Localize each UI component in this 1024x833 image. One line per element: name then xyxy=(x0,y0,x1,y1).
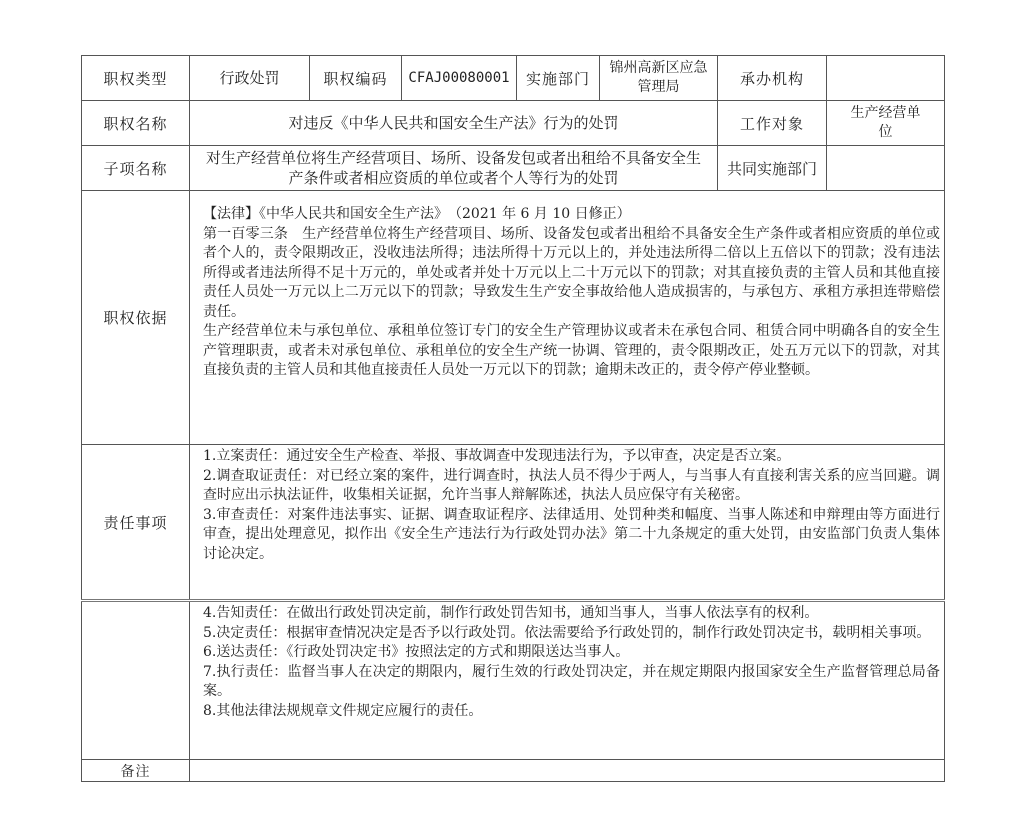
responsibility-item: 6.送达责任：《行政处罚决定书》按照法定的方式和期限送达当事人。 xyxy=(203,644,630,660)
code-label: 职权编码 xyxy=(310,56,402,101)
basis-label: 职权依据 xyxy=(82,191,190,445)
agency-value xyxy=(827,56,945,101)
joint-value xyxy=(827,146,945,191)
dept-label: 实施部门 xyxy=(517,56,600,101)
law-line: 【法律】《中华人民共和国安全生产法》 （2021 年 6 月 10 日修正） xyxy=(203,206,631,222)
joint-label: 共同实施部门 xyxy=(718,146,827,191)
name-value: 对违反《中华人民共和国安全生产法》行为的处罚 xyxy=(190,101,718,146)
authority-table xyxy=(81,55,945,782)
subitem-value: 对生产经营单位将生产经营项目、场所、设备发包或者出租给不具备安全生产条件或者相应资质的单位或者个人等行为的处罚 xyxy=(190,146,718,191)
dept-value: 锦州高新区应急管理局 xyxy=(600,56,718,101)
basis-paragraph-1: 第一百零三条 生产经营单位将生产经营项目、场所、设备发包或者出租给不具备安全生产条件或者相应资质的单位或者个人的，责令限期改正，没收违法所得；违法所得十万元以上的，并处违法所得二倍以上五倍以下的罚款；没有违法所得或者违法所得不足十万元的，单处或者并处十万元以上二十万元以下的罚款；对其直接负责的主管人员和其他直接责任人员处一万元以上二万元以下的罚款；导致发生生产安全事故给他人造成损害的，与承包方、承租方承担连带赔偿责任。 xyxy=(203,225,940,320)
type-label: 职权类型 xyxy=(82,56,190,101)
responsibility-item: 8.其他法律法规规章文件规定应履行的责任。 xyxy=(203,702,483,719)
code-value: CFAJ00080001 xyxy=(402,56,517,101)
header-row xyxy=(82,56,945,101)
responsibility-content-2 xyxy=(190,601,945,760)
responsibility-item: 4.告知责任：在做出行政处罚决定前，制作行政处罚告知书，通知当事人，当事人依法享有的权利。 xyxy=(203,605,819,621)
responsibility-item: 3.审查责任：对案件违法事实、证据、调查取证程序、法律适用、处罚种类和幅度、当事人陈述和申辩理由等方面进行审查，提出处理意见，拟作出《安全生产违法行为行政处罚办法》第二十九条规定的重大处罚，由安监部门负责人集体讨论决定。 xyxy=(203,506,940,562)
basis-row xyxy=(82,191,945,445)
responsibility-item: 1.立案责任：通过安全生产检查、举报、事故调查中发现违法行为，予以审查，决定是否立案。 xyxy=(203,448,791,464)
authority-sheet xyxy=(81,55,944,782)
name-label: 职权名称 xyxy=(82,101,190,146)
responsibility-item: 7.执行责任：监督当事人在决定的期限内，履行生效的行政处罚决定，并在规定期限内报国家安全生产监督管理总局备案。 xyxy=(203,663,940,699)
responsibility-content-1 xyxy=(190,445,945,601)
responsibility-item: 2.调查取证责任：对已经立案的案件，进行调查时，执法人员不得少于两人，与当事人有直接利害关系的应当回避。调查时应出示执法证件，收集相关证据，允许当事人辩解陈述，执法人员应保守有关秘密。 xyxy=(203,467,940,503)
responsibility-item: 5.决定责任：根据审查情况决定是否予以行政处罚。依法需要给予行政处罚的，制作行政处罚决定书，载明相关事项。 xyxy=(203,624,931,641)
target-label: 工作对象 xyxy=(718,101,827,146)
basis-content xyxy=(190,191,945,445)
responsibility-continued-row xyxy=(82,601,945,760)
remarks-value xyxy=(190,760,945,782)
remarks-label: 备注 xyxy=(82,760,190,782)
agency-label: 承办机构 xyxy=(718,56,827,101)
type-value: 行政处罚 xyxy=(190,56,310,101)
subitem-row xyxy=(82,146,945,191)
responsibility-row xyxy=(82,445,945,601)
basis-paragraph-2: 生产经营单位未与承包单位、承租单位签订专门的安全生产管理协议或者未在承包合同、租赁合同中明确各自的安全生产管理职责，或者未对承包单位、承租单位的安全生产统一协调、管理的，责令限期改正，处五万元以下的罚款，对其直接负责的主管人员和其他直接责任人员处一万元以下的罚款；逾期未改正的，责令停产停业整顿。 xyxy=(203,323,940,378)
responsibility-label: 责任事项 xyxy=(82,445,190,601)
target-value: 生产经营单位 xyxy=(827,101,945,146)
subitem-label: 子项名称 xyxy=(82,146,190,191)
name-row xyxy=(82,101,945,146)
remarks-row xyxy=(82,760,945,782)
responsibility-label-continued xyxy=(82,601,190,760)
